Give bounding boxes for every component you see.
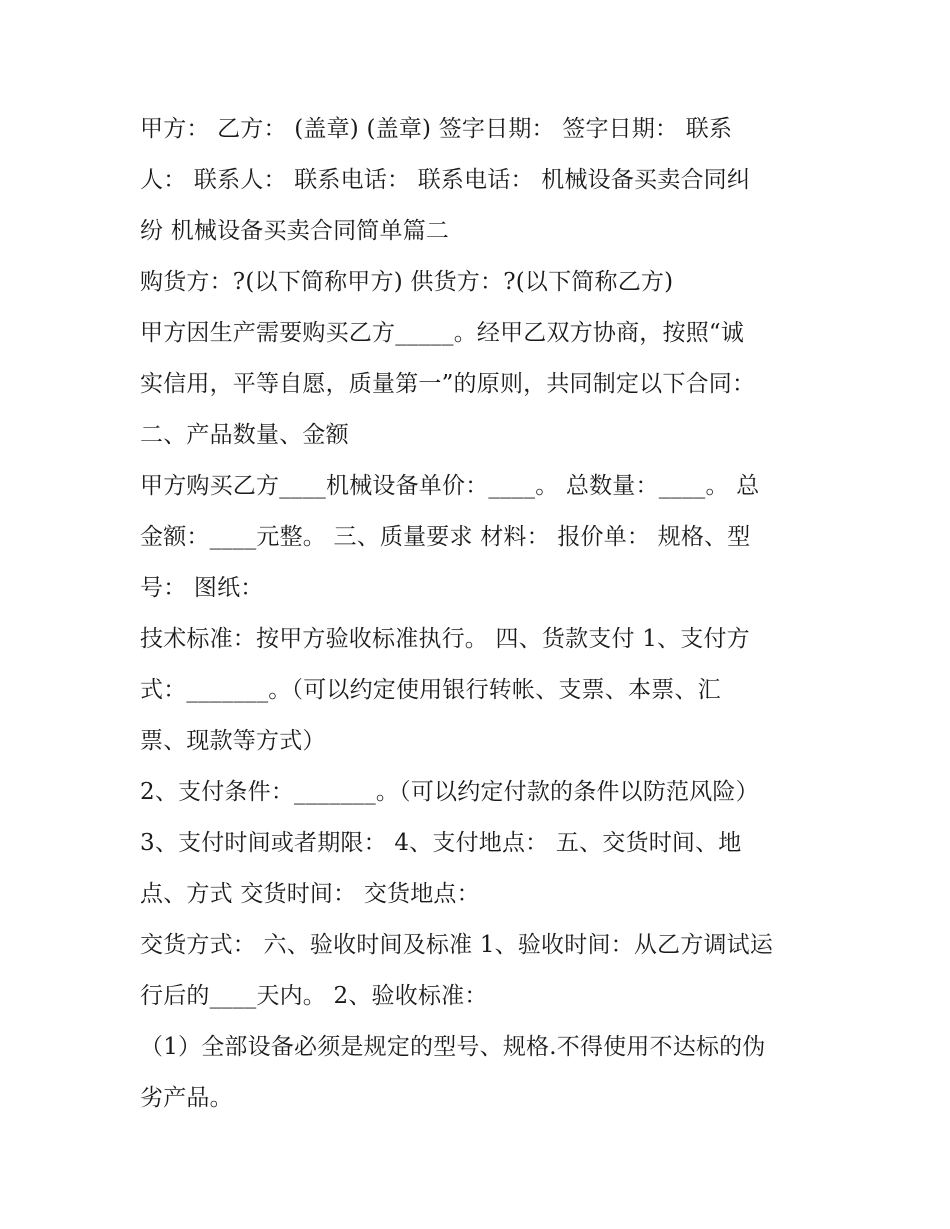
text-line: 号： 图纸： — [140, 575, 264, 601]
text-line: 实信用，平等自愿，质量第一”的原则，共同制定以下合同： — [140, 371, 756, 397]
text-line: 人： 联系人： 联系电话： 联系电话： 机械设备买卖合同纠 — [140, 167, 751, 193]
text-line: 劣产品。 — [140, 1085, 233, 1111]
text-line: 交货方式： 六、验收时间及标准 1、验收时间：从乙方调试运 — [140, 932, 774, 958]
text-line: 式：_______。（可以约定使用银行转帐、支票、本票、汇 — [140, 677, 721, 703]
text-line: 金额：____元整。 三、质量要求 材料： 报价单： 规格、型 — [140, 524, 751, 550]
document-body — [140, 104, 812, 1124]
section-heading: 二、产品数量、金额 — [140, 422, 349, 448]
text-line: 行后的____天内。 2、验收标准： — [140, 983, 488, 1009]
text-line: 票、现款等方式） — [140, 728, 326, 754]
text-line: 2、支付条件：_______。（可以约定付款的条件以防范风险） — [140, 779, 759, 805]
text-line: 3、支付时间或者期限： 4、支付地点： 五、交货时间、地 — [140, 830, 742, 856]
text-line: 纷 机械设备买卖合同简单篇二 — [140, 218, 450, 244]
text-line: 点、方式 交货时间： 交货地点： — [140, 881, 480, 907]
text-line: 购货方：?(以下简称甲方) 供货方：?(以下简称乙方) — [140, 269, 674, 295]
text-line: （1）全部设备必须是规定的型号、规格.不得使用不达标的伪 — [140, 1034, 766, 1060]
text-line: 甲方购买乙方____机械设备单价：____。 总数量：____。 总 — [140, 473, 760, 499]
text-line: 技术标准：按甲方验收标准执行。 四、货款支付 1、支付方 — [140, 626, 750, 652]
text-line: 甲方因生产需要购买乙方_____。经甲乙双方协商，按照“诚 — [140, 320, 745, 346]
text-line: 甲方： 乙方： (盖章) (盖章) 签字日期： 签字日期： 联系 — [140, 116, 733, 142]
